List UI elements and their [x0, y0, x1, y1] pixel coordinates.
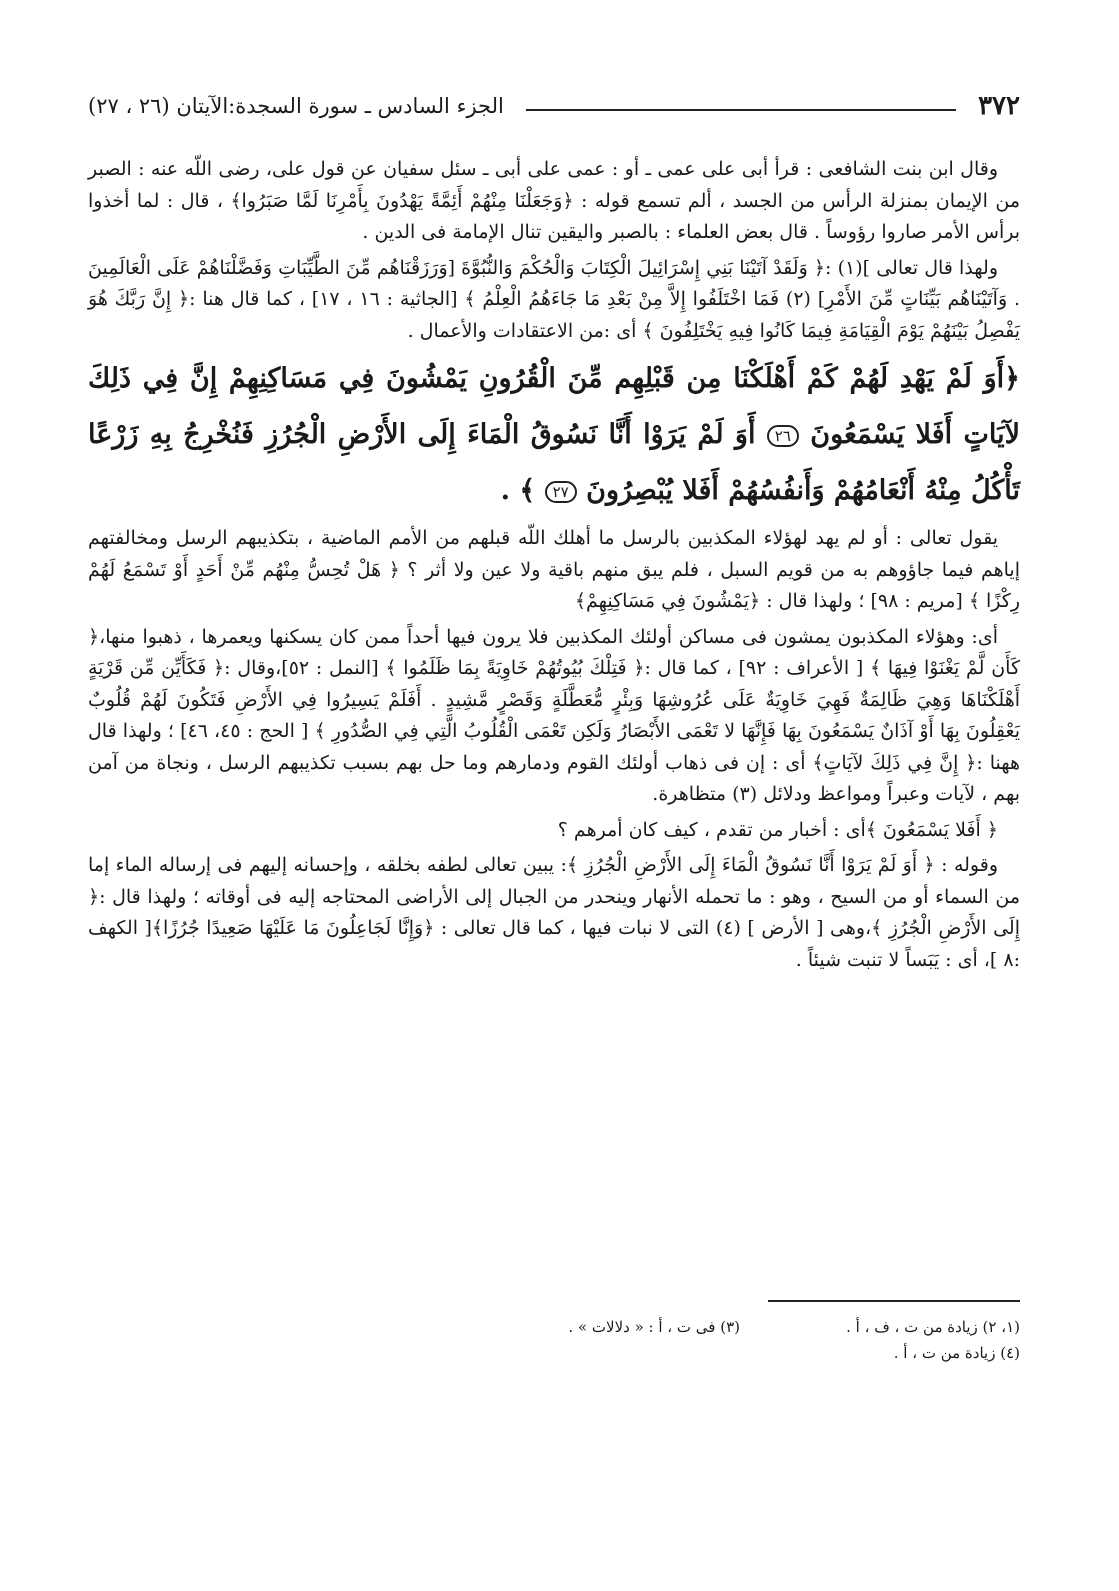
verse-part-2: أَوَ لَمْ يَرَوْا أَنَّا نَسُوقُ الْمَاءَ إِلَى الأَرْضِ الْجُرُزِ فَنُخْرِجُ بِهِ زَرْعًا تَأْكُلُ مِنْهُ أَنْعَامُهُمْ وَأَنفُسُهُمْ أَفَلا يُبْصِرُونَ [88, 419, 1020, 506]
running-title: الجزء السادس ـ سورة السجدة:الآيتان (٢٦ ، ٢٧) [88, 94, 504, 118]
paragraph-5: ﴿ أَفَلا يَسْمَعُونَ ﴾أى : أخبار من تقدم ، كيف كان أمرهم ؟ [557, 818, 998, 841]
footnote-row [88, 1314, 1020, 1340]
page-number: ٣٧٢ [978, 91, 1020, 121]
footnotes [88, 1314, 1020, 1366]
footnote-1-2: (١، ٢) زيادة من ت ، ف ، أ . [846, 1318, 1020, 1336]
header-rule [526, 109, 956, 111]
footnote-3: (٣) فى ت ، أ : « دلالات » . [568, 1318, 740, 1336]
verse-number-27: ٢٧ [545, 481, 577, 503]
footnote-row [88, 1340, 1020, 1366]
page-body [88, 154, 1020, 980]
footnote-rule [768, 1300, 1020, 1302]
verse-part-1: ﴿أَوَ لَمْ يَهْدِ لَهُمْ كَمْ أَهْلَكْنَا مِن قَبْلِهِم مِّنَ الْقُرُونِ يَمْشُونَ فِي مَسَاكِنِهِمْ إِنَّ فِي ذَلِكَ لآيَاتٍ أَفَلا يَسْمَعُونَ [88, 363, 1021, 450]
verse-number-26: ٢٦ [767, 425, 799, 447]
verse-end: ﴾ . [500, 475, 536, 506]
quran-verse-block [88, 351, 1020, 519]
paragraph-2: ولهذا قال تعالى ](١) :﴿ وَلَقَدْ آتَيْنَا بَنِي إِسْرَائِيلَ الْكِتَابَ وَالْحُكْمَ وَالنُّبُوَّةَ [وَرَزَقْنَاهُم مِّنَ الطَّيِّبَاتِ وَفَضَّلْنَاهُمْ عَلَى الْعَالَمِينَ . وَآتَيْنَاهُم بَيِّنَاتٍ مِّنَ الأَمْرِ] (٢) فَمَا اخْتَلَفُوا إِلاَّ مِنْ بَعْدِ مَا جَاءَهُمُ الْعِلْمُ ﴾ [الجاثية : ١٦ ، ١٧] ، كما قال هنا :﴿ إِنَّ رَبَّكَ هُوَ يَفْصِلُ بَيْنَهُمْ يَوْمَ الْقِيَامَةِ فِيمَا كَانُوا فِيهِ يَخْتَلِفُونَ ﴾ أى :من الاعتقادات والأعمال . [88, 256, 1020, 342]
paragraph-3: يقول تعالى : أو لم يهد لهؤلاء المكذبين بالرسل ما أهلك اللّه قبلهم من الأمم الماضية ، بتكذيبهم الرسل ومخالفتهم إياهم فيما جاؤوهم به من قويم السبل ، فلم يبق منهم باقية ولا عين ولا أثر ؟ ﴿ هَلْ تُحِسُّ مِنْهُم مِّنْ أَحَدٍ أَوْ تَسْمَعُ لَهُمْ رِكْزًا ﴾ [مريم : ٩٨] ؛ ولهذا قال : ﴿يَمْشُونَ فِي مَسَاكِنِهِمْ﴾ [88, 527, 1020, 612]
paragraph-4: أى: وهؤلاء المكذبون يمشون فى مساكن أولئك المكذبين فلا يرون فيها أحداً ممن كان يسكنها ويعمرها ، ذهبوا منها،﴿ كَأَن لَّمْ يَغْنَوْا فِيهَا ﴾ [ الأعراف : ٩٢] ، كما قال :﴿ فَتِلْكَ بُيُوتُهُمْ خَاوِيَةً بِمَا ظَلَمُوا ﴾ [النمل : ٥٢]،وقال :﴿ فَكَأَيِّن مِّن قَرْيَةٍ أَهْلَكْنَاهَا وَهِيَ ظَالِمَةٌ فَهِيَ خَاوِيَةٌ عَلَى عُرُوشِهَا وَبِئْرٍ مُّعَطَّلَةٍ وَقَصْرٍ مَّشِيدٍ . أَفَلَمْ يَسِيرُوا فِي الأَرْضِ فَتَكُونَ لَهُمْ قُلُوبٌ يَعْقِلُونَ بِهَا أَوْ آذَانٌ يَسْمَعُونَ بِهَا فَإِنَّهَا لا تَعْمَى الأَبْصَارُ وَلَكِن تَعْمَى الْقُلُوبُ الَّتِي فِي الصُّدُورِ ﴾ [ الحج : ٤٥، ٤٦] ؛ ولهذا قال ههنا :﴿ إِنَّ فِي ذَلِكَ لآيَاتٍ﴾ أى : إن فى ذهاب أولئك القوم ودمارهم وما حل بهم بسبب تكذيبهم الرسل ، ونجاة من آمن بهم ، لآيات وعبراً ومواعظ ودلائل (٣) متظاهرة. [88, 625, 1021, 805]
page-header [88, 86, 1020, 126]
paragraph-6: وقوله : ﴿ أَوَ لَمْ يَرَوْا أَنَّا نَسُوقُ الْمَاءَ إِلَى الأَرْضِ الْجُرُزِ ﴾: يبين تعالى لطفه بخلقه ، وإحسانه إليهم فى إرساله الماء إما من السماء أو من السيح ، وهو : ما تحمله الأنهار وينحدر من الجبال إلى الأراضى المحتاجه إليه فى أوقاته ؛ ولهذا قال :﴿ إِلَى الأَرْضِ الْجُرُزِ ﴾،وهى [ الأرض ] (٤) التى لا نبات فيها ، كما قال تعالى : ﴿وَإِنَّا لَجَاعِلُونَ مَا عَلَيْهَا صَعِيدًا جُرُزًا﴾[ الكهف :٨ ]، أى : يَبَساً لا تنبت شيئاً . [88, 854, 1020, 971]
footnote-4: (٤) زيادة من ت ، أ . [893, 1344, 1020, 1362]
paragraph-1: وقال ابن بنت الشافعى : قرأ أبى على عمى ـ أو : عمى على أبى ـ سئل سفيان عن قول على، رضى اللّه عنه : الصبر من الإيمان بمنزلة الرأس من الجسد ، ألم تسمع قوله : ﴿وَجَعَلْنَا مِنْهُمْ أَئِمَّةً يَهْدُونَ بِأَمْرِنَا لَمَّا صَبَرُوا﴾ ، قال : لما أخذوا برأس الأمر صاروا رؤوساً . قال بعض العلماء : بالصبر واليقين تنال الإمامة فى الدين . [88, 158, 1020, 243]
